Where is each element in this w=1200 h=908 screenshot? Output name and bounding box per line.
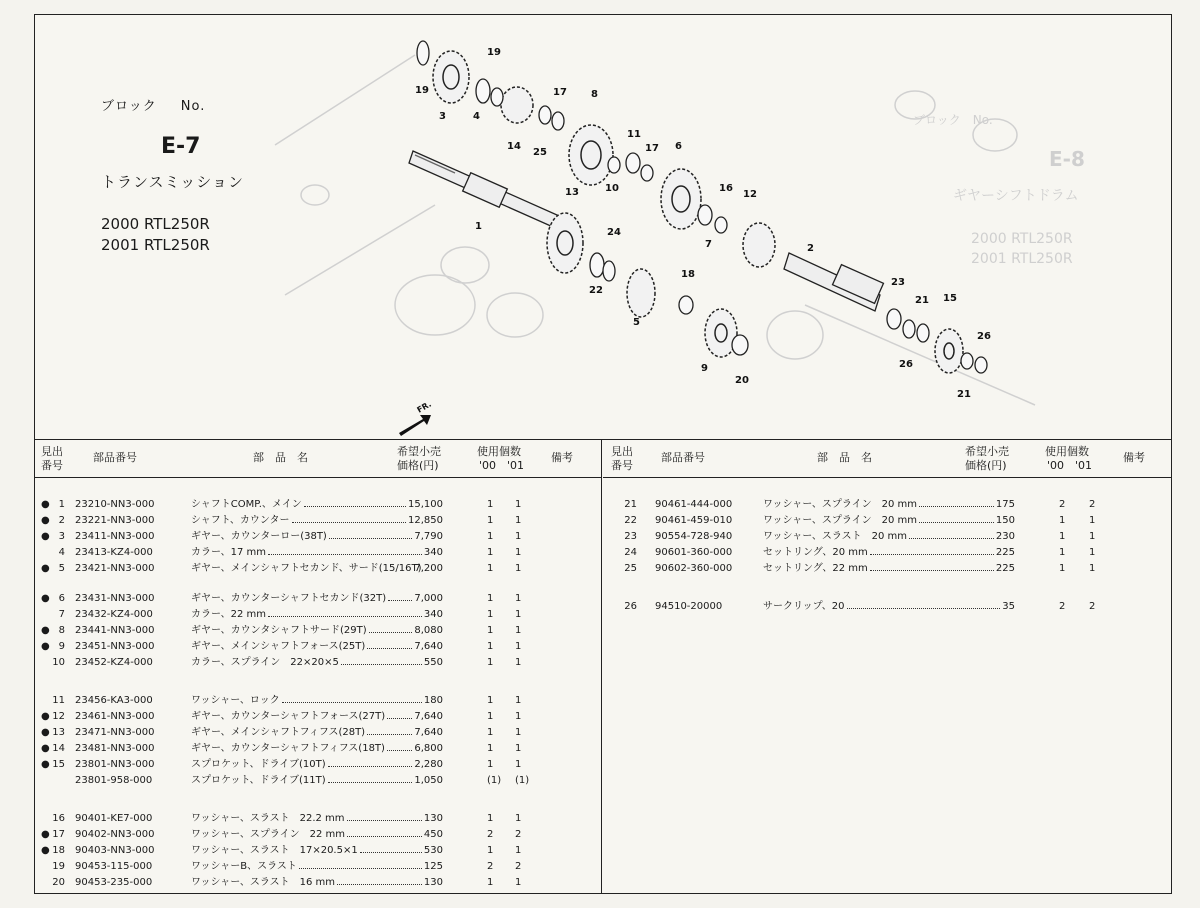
parts-row [35, 545, 595, 561]
block-title: トランスミッション [101, 173, 244, 191]
row-qty-2001: 1 [515, 695, 522, 706]
transmission-drawing [35, 15, 1171, 439]
parts-row [35, 709, 595, 725]
header-price-1: 希望小売 [397, 445, 441, 458]
parts-row [35, 741, 595, 757]
row-qty-2001: 1 [515, 499, 522, 510]
row-qty-2000: 1 [487, 531, 494, 542]
callout-2: 2 [807, 243, 814, 254]
row-part-name: ワッシャー、スラスト 22.2 mm [191, 813, 345, 824]
row-ref-number: 8 [58, 625, 65, 636]
callout-26b: 26 [899, 359, 913, 370]
model-2001: 2001 RTL250R [101, 236, 210, 254]
row-qty-2001: 1 [515, 813, 522, 824]
row-ref-number: 24 [624, 547, 637, 558]
row-part-number: 23432-KZ4-000 [75, 609, 153, 620]
row-price: 7,640 [414, 641, 443, 652]
row-qty-2000: 1 [487, 547, 494, 558]
block-no-label: No. [180, 99, 206, 114]
row-qty-2000: 1 [487, 609, 494, 620]
row-ref-number: 15 [52, 759, 65, 770]
row-ref-number: 25 [624, 563, 637, 574]
row-qty-2000: 1 [487, 813, 494, 824]
row-price: 15,100 [408, 499, 443, 510]
dotted-leader [347, 824, 422, 837]
callout-24: 24 [607, 227, 621, 238]
dotted-leader [347, 808, 422, 821]
row-part-name: ギヤー、メインシャフトセカンド、サード(15/16T) [191, 563, 422, 574]
row-part-number: 23801-NN3-000 [75, 759, 155, 770]
row-price: 1,050 [414, 775, 443, 786]
row-part-name: ギヤー、カウンターシャフトフォース(27T) [191, 711, 386, 722]
callout-6: 6 [675, 141, 682, 152]
row-mark: ● [41, 593, 50, 604]
row-qty-2001: 1 [1089, 563, 1096, 574]
parts-column-right [603, 439, 1171, 893]
row-price: 175 [995, 499, 1015, 510]
row-price: 340 [423, 609, 443, 620]
row-part-name: ワッシャー、ロック [191, 695, 280, 706]
row-part-name: ワッシャー、スラスト 16 mm [191, 877, 335, 888]
parts-row [35, 693, 595, 709]
callout-23: 23 [891, 277, 905, 288]
row-ref-number: 23 [624, 531, 637, 542]
washers [417, 41, 987, 373]
parts-row [35, 655, 595, 671]
row-part-number: 23456-KA3-000 [75, 695, 153, 706]
row-qty-2000: 1 [1059, 547, 1066, 558]
row-qty-2000: 1 [487, 515, 494, 526]
row-qty-2001: 1 [515, 657, 522, 668]
callout-11: 11 [627, 129, 641, 140]
row-qty-2000: 2 [1059, 601, 1066, 612]
row-part-name: スプロケット、ドライブ(10T) [191, 759, 326, 770]
row-part-name: カラー、22 mm [191, 609, 266, 620]
row-price: 8,080 [414, 625, 443, 636]
ghost-block-title: ギヤーシフトドラム [953, 188, 1079, 204]
row-mark: ● [41, 711, 50, 722]
row-qty-2001: 1 [515, 727, 522, 738]
row-qty-2001: 1 [515, 547, 522, 558]
header-price-2: 価格(円) [965, 459, 1007, 472]
row-part-name: ワッシャー、スプライン 22 mm [191, 829, 345, 840]
callout-21b: 21 [957, 389, 971, 400]
row-ref-number: 14 [52, 743, 65, 754]
row-price: 150 [995, 515, 1015, 526]
row-qty-2000: 1 [487, 563, 494, 574]
header-qty: 使用個数 [477, 445, 521, 458]
row-part-number: 90402-NN3-000 [75, 829, 155, 840]
row-part-name: ギヤー、カウンターシャフトフィフス(18T) [191, 743, 385, 754]
dotted-leader [388, 588, 412, 601]
row-qty-2000: 2 [487, 861, 494, 872]
row-part-name: セットリング、22 mm [763, 563, 868, 574]
row-part-number: 90602-360-000 [655, 563, 733, 574]
row-price: 12,850 [408, 515, 443, 526]
row-qty-2000: 2 [487, 829, 494, 840]
row-ref-number: 20 [52, 877, 65, 888]
row-part-name: ワッシャーB、スラスト [191, 861, 297, 872]
row-price: 35 [1002, 601, 1015, 612]
row-part-name: ギヤー、カウンターシャフトセカンド(32T) [191, 593, 387, 604]
row-qty-2001: 1 [515, 563, 522, 574]
dotted-leader [870, 542, 994, 555]
row-part-number: 23801-958-000 [75, 775, 153, 786]
row-qty-2001: 1 [515, 759, 522, 770]
callout-8: 8 [591, 89, 598, 100]
row-ref-number: 19 [52, 861, 65, 872]
header-remarks: 備考 [551, 451, 573, 464]
row-part-number: 23441-NN3-000 [75, 625, 155, 636]
callout-12: 12 [743, 189, 757, 200]
header-part-number: 部品番号 [661, 451, 705, 464]
row-part-number: 94510-20000 [655, 601, 723, 612]
row-price: 2,280 [414, 759, 443, 770]
row-mark: ● [41, 743, 50, 754]
callout-19b: 19 [487, 47, 501, 58]
row-ref-number: 3 [58, 531, 65, 542]
main-shaft [409, 151, 575, 235]
row-price: 550 [423, 657, 443, 668]
parts-table [35, 439, 1171, 893]
row-price: 180 [423, 695, 443, 706]
row-qty-2000: 1 [1059, 563, 1066, 574]
row-qty-2001: 1 [515, 711, 522, 722]
table-header-right [603, 439, 1171, 478]
row-part-number: 90401-KE7-000 [75, 813, 153, 824]
row-price: 7,000 [414, 593, 443, 604]
row-part-number: 90403-NN3-000 [75, 845, 155, 856]
row-qty-2000: 1 [487, 593, 494, 604]
row-ref-number: 6 [58, 593, 65, 604]
header-remarks: 備考 [1123, 451, 1145, 464]
row-part-number: 90601-360-000 [655, 547, 733, 558]
exploded-diagram [35, 15, 1171, 440]
parts-row [35, 773, 595, 789]
row-price: 7,790 [414, 531, 443, 542]
row-qty-2001: 1 [1089, 515, 1096, 526]
dotted-leader [367, 636, 412, 649]
row-qty-2000: 1 [1059, 515, 1066, 526]
row-qty-2000: 1 [487, 727, 494, 738]
parts-row [35, 859, 595, 875]
row-qty-2001: 1 [1089, 531, 1096, 542]
row-part-number: 23210-NN3-000 [75, 499, 155, 510]
row-price: 125 [423, 861, 443, 872]
row-mark: ● [41, 727, 50, 738]
parts-row [35, 607, 595, 623]
model-2000: 2000 RTL250R [101, 215, 210, 233]
row-part-number: 23471-NN3-000 [75, 727, 155, 738]
row-qty-2001: 1 [515, 877, 522, 888]
row-qty-2000: 1 [487, 711, 494, 722]
row-qty-2001: 2 [1089, 601, 1096, 612]
row-qty-2001: 1 [515, 625, 522, 636]
parts-row [35, 811, 595, 827]
dotted-leader [387, 738, 412, 751]
row-price: 530 [423, 845, 443, 856]
parts-row [35, 623, 595, 639]
callout-10: 10 [605, 183, 619, 194]
parts-row [35, 827, 595, 843]
row-price: 130 [423, 877, 443, 888]
row-part-number: 23421-NN3-000 [75, 563, 155, 574]
callout-3: 3 [439, 111, 446, 122]
row-part-name: サークリップ、20 [763, 601, 845, 612]
row-qty-2001: 1 [515, 609, 522, 620]
row-mark: ● [41, 625, 50, 636]
parts-row [35, 757, 595, 773]
row-ref-number: 21 [624, 499, 637, 510]
counter-shaft [784, 253, 883, 311]
callout-17a: 17 [553, 87, 567, 98]
row-ref-number: 13 [52, 727, 65, 738]
row-qty-2001: 1 [515, 641, 522, 652]
row-qty-2001: 1 [515, 743, 522, 754]
row-part-number: 90461-444-000 [655, 499, 733, 510]
row-part-name: ギヤー、カウンタシャフトサード(29T) [191, 625, 367, 636]
header-qty-years: '00 '01 [1047, 459, 1093, 472]
dotted-leader [329, 526, 412, 539]
callout-4: 4 [473, 111, 480, 122]
row-mark: ● [41, 515, 50, 526]
callout-16: 16 [719, 183, 733, 194]
callout-13: 13 [565, 187, 579, 198]
callout-15: 15 [943, 293, 957, 304]
row-ref-number: 4 [58, 547, 65, 558]
dotted-leader [387, 706, 412, 719]
row-part-number: 23452-KZ4-000 [75, 657, 153, 668]
dotted-leader [328, 770, 412, 783]
dotted-leader [268, 604, 422, 617]
row-qty-2000: 1 [487, 657, 494, 668]
row-mark: ● [41, 641, 50, 652]
row-part-number: 90461-459-010 [655, 515, 733, 526]
parts-row [35, 725, 595, 741]
parts-column-left [35, 439, 602, 893]
row-part-name: ギヤー、カウンターロー(38T) [191, 531, 327, 542]
header-ref-1: 見出 [41, 445, 63, 458]
row-price: 230 [995, 531, 1015, 542]
row-qty-2000: 1 [487, 743, 494, 754]
row-qty-2000: 2 [1059, 499, 1066, 510]
header-ref-2: 番号 [41, 459, 63, 472]
row-part-name: カラー、17 mm [191, 547, 266, 558]
row-price: 340 [423, 547, 443, 558]
row-part-name: カラー、スプライン 22×20×5 [191, 657, 339, 668]
dotted-leader [870, 558, 994, 571]
row-part-number: 90554-728-940 [655, 531, 733, 542]
row-price: 450 [423, 829, 443, 840]
dotted-leader [268, 542, 422, 555]
callout-9: 9 [701, 363, 708, 374]
row-qty-2001: 1 [515, 845, 522, 856]
parts-row [35, 875, 595, 891]
row-part-name: シャフト、カウンター [191, 515, 290, 526]
row-qty-2001: 1 [1089, 547, 1096, 558]
dotted-leader [919, 510, 994, 523]
parts-row [603, 497, 1163, 513]
callout-20: 20 [735, 375, 749, 386]
parts-row [603, 513, 1163, 529]
header-price-1: 希望小売 [965, 445, 1009, 458]
callout-14: 14 [507, 141, 521, 152]
row-qty-2001: 2 [515, 861, 522, 872]
header-qty-years: '00 '01 [479, 459, 525, 472]
block-code: E-7 [161, 134, 201, 159]
row-qty-2001: 1 [515, 531, 522, 542]
row-part-name: ギヤー、メインシャフトフォース(25T) [191, 641, 366, 652]
row-ref-number: 17 [52, 829, 65, 840]
callout-22: 22 [589, 285, 603, 296]
row-price: 7,640 [414, 711, 443, 722]
row-part-number: 23431-NN3-000 [75, 593, 155, 604]
callout-26a: 26 [977, 331, 991, 342]
dotted-leader [360, 840, 422, 853]
row-part-number: 90453-235-000 [75, 877, 153, 888]
row-price: 225 [995, 547, 1015, 558]
row-qty-2000: 1 [487, 695, 494, 706]
row-part-name: スプロケット、ドライブ(11T) [191, 775, 326, 786]
dotted-leader [328, 754, 412, 767]
callout-25: 25 [533, 147, 547, 158]
callout-19a: 19 [415, 85, 429, 96]
row-qty-2000: 1 [487, 641, 494, 652]
row-ref-number: 18 [52, 845, 65, 856]
row-ref-number: 5 [58, 563, 65, 574]
row-part-name: ワッシャー、スラスト 20 mm [763, 531, 907, 542]
row-ref-number: 10 [52, 657, 65, 668]
row-qty-2001: 2 [1089, 499, 1096, 510]
dotted-leader [337, 872, 422, 885]
dotted-leader [919, 494, 994, 507]
row-qty-2000: 1 [487, 499, 494, 510]
row-ref-number: 22 [624, 515, 637, 526]
row-ref-number: 11 [52, 695, 65, 706]
row-mark: ● [41, 531, 50, 542]
row-part-name: シャフトCOMP.、メイン [191, 499, 302, 510]
dotted-leader [299, 856, 422, 869]
background-parts [275, 55, 1035, 405]
row-ref-number: 16 [52, 813, 65, 824]
row-mark: ● [41, 759, 50, 770]
row-qty-2000: (1) [487, 775, 502, 786]
row-ref-number: 1 [58, 499, 65, 510]
callout-17b: 17 [645, 143, 659, 154]
callout-1: 1 [475, 221, 482, 232]
parts-row [35, 513, 595, 529]
row-part-name: ワッシャー、スプライン 20 mm [763, 499, 917, 510]
parts-row [603, 599, 1163, 615]
row-part-name: ワッシャー、スラスト 17×20.5×1 [191, 845, 358, 856]
ghost-model-2000: 2000 RTL250R [971, 231, 1073, 247]
header-price-2: 価格(円) [397, 459, 439, 472]
row-ref-number: 7 [58, 609, 65, 620]
row-qty-2000: 1 [487, 877, 494, 888]
row-qty-2000: 1 [487, 845, 494, 856]
dotted-leader [369, 620, 412, 633]
row-mark: ● [41, 845, 50, 856]
header-ref-1: 見出 [611, 445, 633, 458]
dotted-leader [847, 596, 1000, 609]
header-qty: 使用個数 [1045, 445, 1089, 458]
row-qty-2000: 1 [487, 759, 494, 770]
dotted-leader [909, 526, 994, 539]
row-part-number: 23411-NN3-000 [75, 531, 155, 542]
row-qty-2001: (1) [515, 775, 530, 786]
row-mark: ● [41, 563, 50, 574]
row-price: 130 [423, 813, 443, 824]
header-part-name: 部 品 名 [253, 451, 308, 464]
row-qty-2001: 2 [515, 829, 522, 840]
fr-label: FR. [415, 399, 433, 415]
row-price: 7,200 [414, 563, 443, 574]
ghost-block-code: E-8 [1049, 147, 1085, 171]
row-qty-2000: 1 [1059, 531, 1066, 542]
header-ref-2: 番号 [611, 459, 633, 472]
row-ref-number: 12 [52, 711, 65, 722]
parts-row [603, 561, 1163, 577]
row-part-number: 23221-NN3-000 [75, 515, 155, 526]
callout-5: 5 [633, 317, 640, 328]
parts-row [35, 639, 595, 655]
row-part-number: 23413-KZ4-000 [75, 547, 153, 558]
catalog-page [34, 14, 1172, 894]
row-qty-2001: 1 [515, 515, 522, 526]
ghost-block-label: ブロック No. [913, 113, 993, 127]
row-ref-number: 26 [624, 601, 637, 612]
callout-21a: 21 [915, 295, 929, 306]
row-part-number: 23451-NN3-000 [75, 641, 155, 652]
front-direction-arrow [399, 400, 433, 436]
ghost-model-2001: 2001 RTL250R [971, 251, 1073, 267]
row-part-name: セットリング、20 mm [763, 547, 868, 558]
row-price: 7,640 [414, 727, 443, 738]
row-ref-number: 2 [58, 515, 65, 526]
row-mark: ● [41, 829, 50, 840]
dotted-leader [367, 722, 412, 735]
dotted-leader [282, 690, 422, 703]
dotted-leader [341, 652, 422, 665]
row-part-name: ワッシャー、スプライン 20 mm [763, 515, 917, 526]
dotted-leader [292, 510, 406, 523]
row-price: 225 [995, 563, 1015, 574]
row-part-number: 23461-NN3-000 [75, 711, 155, 722]
row-mark: ● [41, 499, 50, 510]
header-part-name: 部 品 名 [817, 451, 872, 464]
row-qty-2000: 1 [487, 625, 494, 636]
dotted-leader [304, 494, 406, 507]
row-qty-2001: 1 [515, 593, 522, 604]
block-label-text: ブロック [101, 99, 157, 114]
callout-7: 7 [705, 239, 712, 250]
table-header-left [35, 439, 601, 478]
header-part-number: 部品番号 [93, 451, 137, 464]
row-ref-number: 9 [58, 641, 65, 652]
row-part-name: ギヤー、メインシャフトフィフス(28T) [191, 727, 366, 738]
parts-row [35, 561, 595, 577]
row-price: 6,800 [414, 743, 443, 754]
row-part-number: 90453-115-000 [75, 861, 153, 872]
row-part-number: 23481-NN3-000 [75, 743, 155, 754]
callout-18: 18 [681, 269, 695, 280]
